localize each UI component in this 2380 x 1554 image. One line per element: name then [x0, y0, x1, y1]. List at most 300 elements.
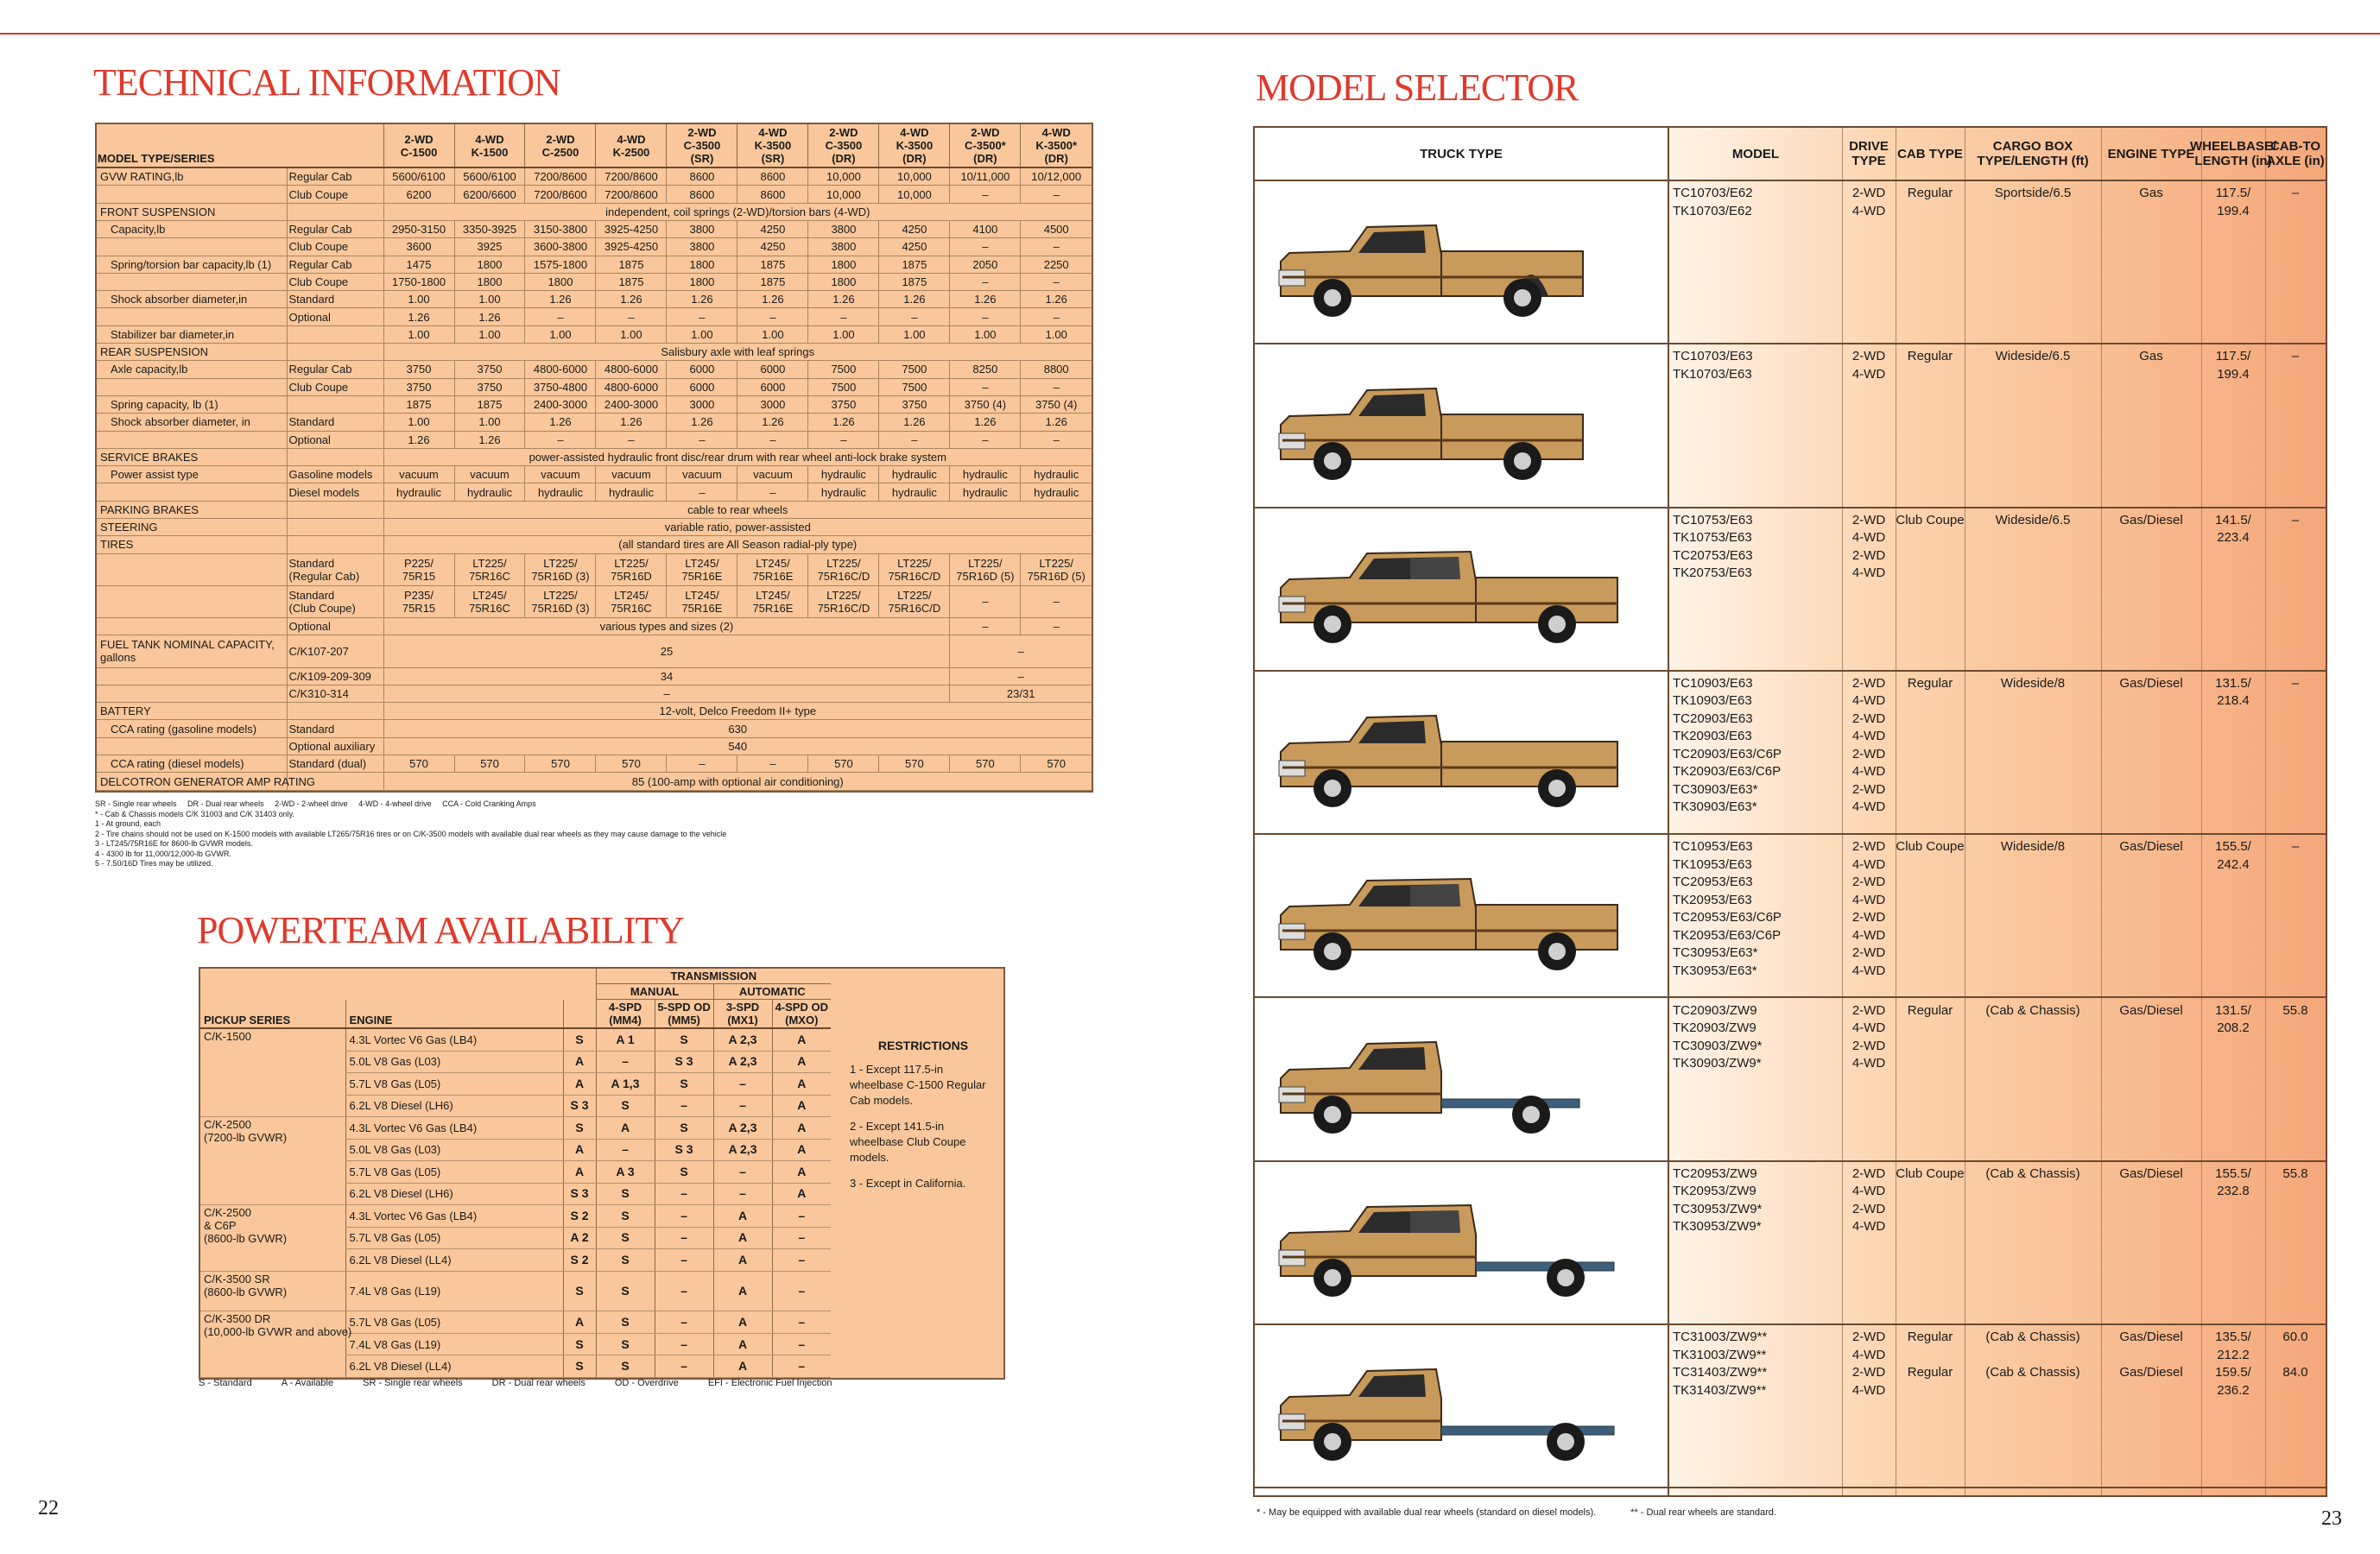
tech-cell: – [950, 238, 1021, 256]
truck-image [1272, 1018, 1635, 1139]
tech-cell: 4800-6000 [596, 361, 667, 378]
transmission-availability: S [596, 1183, 655, 1205]
tech-cell: 1800 [525, 273, 596, 290]
model-codes: TC20953/ZW9 TK20953/ZW9 TC30953/ZW9* TK30953/ZW9* [1673, 1166, 1763, 1235]
model-codes: TC31003/ZW9** TK31003/ZW9** TC31403/ZW9** TK31403/ZW9** [1673, 1330, 1768, 1398]
tech-col-header: 2-WD C-2500 [525, 124, 596, 167]
tech-cell: hydraulic [1021, 466, 1092, 483]
row-sublabel: Regular Cab [287, 220, 383, 237]
transmission-availability: – [655, 1183, 713, 1205]
tech-cell: – [737, 483, 808, 501]
tech-cell: 1800 [808, 273, 879, 290]
transmission-availability: S [596, 1227, 655, 1249]
cab-type: Club Coupe [1896, 839, 1965, 855]
tech-row [97, 703, 1092, 720]
cab-to-axle: – [2291, 839, 2300, 855]
transmission-availability: S [596, 1095, 655, 1117]
row-sublabel [287, 519, 383, 536]
tech-row [97, 220, 1092, 237]
model-row [1255, 1160, 2326, 1325]
tech-cell: 6000 [667, 361, 737, 378]
truck-image [1272, 1181, 1635, 1302]
tech-cell: vacuum [454, 466, 525, 483]
tech-cell: 1.00 [454, 325, 525, 343]
tech-cell: 4250 [879, 220, 950, 237]
tech-span-cell: Salisbury axle with leaf springs [383, 344, 1092, 361]
tech-cell: 3750 (4) [950, 395, 1021, 413]
row-sublabel: Regular Cab [287, 256, 383, 273]
model-selector-title: MODEL SELECTOR [1256, 66, 1579, 109]
transmission-availability: A 2,3 [713, 1028, 772, 1051]
tech-cell: 1800 [454, 256, 525, 273]
tech-cell: 3925 [454, 238, 525, 256]
legend-item: SR - Single rear wheels [363, 1378, 463, 1388]
transmission-availability: – [713, 1183, 772, 1205]
tech-cell: 1.26 [596, 291, 667, 308]
tech-row [97, 501, 1092, 518]
cab-to-axle-header: CAB-TO AXLE (in) [2265, 128, 2326, 181]
row-label: Spring/torsion bar capacity,lb (1) [97, 256, 287, 273]
transmission-availability: A [772, 1117, 831, 1140]
cargo-box: (Cab & Chassis) [1985, 1002, 2080, 1018]
engine-name: 4.3L Vortec V6 Gas (LB4) [345, 1117, 563, 1140]
tech-cell: 6000 [737, 361, 808, 378]
engine-type: Gas [2139, 349, 2163, 364]
transmission-availability: A [713, 1249, 772, 1272]
transmission-availability: S [596, 1205, 655, 1228]
row-sublabel: Club Coupe [287, 378, 383, 395]
transmission-availability: – [772, 1271, 831, 1311]
pickup-series: C/K-3500 DR (10,000-lb GVWR and above) [200, 1311, 345, 1378]
technical-notes [95, 799, 959, 869]
legend-item: EFI - Electronic Fuel Injection [707, 1378, 832, 1388]
truck-image [1272, 201, 1635, 322]
tech-cell: 3600-3800 [525, 238, 596, 256]
transmission-availability: S [655, 1161, 713, 1184]
tech-cell: 3800 [667, 238, 737, 256]
efi-availability: A [563, 1139, 596, 1161]
efi-availability: A [563, 1051, 596, 1073]
efi-availability: S 2 [563, 1205, 596, 1228]
transmission-availability: S 3 [655, 1051, 713, 1073]
engine-type: Gas/Diesel [2119, 839, 2183, 855]
engine-name: 5.0L V8 Gas (L03) [345, 1139, 563, 1161]
tech-row [97, 685, 1092, 702]
transmission-availability: A [596, 1117, 655, 1140]
tech-cell: 1.00 [383, 414, 454, 431]
tech-cell: 3600 [383, 238, 454, 256]
tech-cell: LT225/ 75R16D (5) [950, 553, 1021, 585]
tech-cell: 2050 [950, 256, 1021, 273]
tech-cell: 7200/8600 [525, 167, 596, 186]
model-row [1255, 507, 2326, 672]
tech-cell: 1.00 [525, 325, 596, 343]
tech-cell: hydraulic [525, 483, 596, 501]
tech-cell: 10,000 [879, 186, 950, 203]
tech-row [97, 466, 1092, 483]
transmission-header: TRANSMISSION [596, 969, 831, 984]
transmission-availability: S [596, 1355, 655, 1378]
note-line: 1 - At ground, each [95, 819, 161, 828]
transmission-availability: S [655, 1028, 713, 1051]
tech-cell: – [950, 273, 1021, 290]
tech-cell: LT245/ 75R16C [454, 585, 525, 617]
efi-availability: S [563, 1028, 596, 1051]
tech-cell: – [1021, 378, 1092, 395]
model-header: MODEL [1669, 128, 1842, 181]
tech-row [97, 483, 1092, 501]
transmission-availability: A 2,3 [713, 1139, 772, 1161]
tech-col-header: 2-WD C-1500 [383, 124, 454, 167]
tech-cell: – [737, 755, 808, 773]
engine-name: 5.7L V8 Gas (L05) [345, 1073, 563, 1096]
tech-cell: 1.26 [808, 291, 879, 308]
row-sublabel: Club Coupe [287, 238, 383, 256]
row-label: FRONT SUSPENSION [97, 203, 287, 220]
tech-row [97, 755, 1092, 773]
tech-row [97, 773, 1092, 791]
row-label: FUEL TANK NOMINAL CAPACITY, gallons [97, 635, 287, 667]
row-sublabel: Optional [287, 431, 383, 448]
tech-cell: – [667, 483, 737, 501]
transmission-availability: – [772, 1355, 831, 1378]
tech-span-cell: variable ratio, power-assisted [383, 519, 1092, 536]
engine-name: 6.2L V8 Diesel (LH6) [345, 1095, 563, 1117]
restriction-item: 2 - Except 141.5-in wheelbase Club Coupe models. [850, 1120, 966, 1164]
tech-cell: – [525, 431, 596, 448]
automatic-header: AUTOMATIC [713, 984, 831, 1000]
efi-availability: S 3 [563, 1183, 596, 1205]
tech-cell: 7200/8600 [525, 186, 596, 203]
tech-cell: 4250 [879, 238, 950, 256]
tech-cell: hydraulic [879, 466, 950, 483]
efi-availability: S [563, 1117, 596, 1140]
wheelbase-length: 131.5/ 208.2 [2215, 1002, 2251, 1035]
tech-cell: 1.26 [737, 291, 808, 308]
row-label: PARKING BRAKES [97, 501, 287, 518]
tech-cell: 6200 [383, 186, 454, 203]
tech-cell: – [1021, 238, 1092, 256]
drive-type: 2-WD 4-WD [1851, 186, 1886, 218]
tech-cell: 1.26 [950, 291, 1021, 308]
wheelbase-length: 155.5/ 232.8 [2215, 1166, 2251, 1199]
tech-cell: 1.26 [879, 414, 950, 431]
engine-name: 5.0L V8 Gas (L03) [345, 1051, 563, 1073]
engine-name: 6.2L V8 Diesel (LH6) [345, 1183, 563, 1205]
tech-cell: 1750-1800 [383, 273, 454, 290]
row-label [97, 273, 287, 290]
tech-cell: 6200/6600 [454, 186, 525, 203]
tech-cell: 4100 [950, 220, 1021, 237]
tech-cell: 1.00 [1021, 325, 1092, 343]
transmission-availability: A [772, 1051, 831, 1073]
tech-cell: hydraulic [950, 466, 1021, 483]
tech-cell: – [1021, 585, 1092, 617]
model-row [1255, 180, 2326, 344]
tech-cell: 570 [383, 755, 454, 773]
tech-cell: 1800 [667, 273, 737, 290]
tech-cell: vacuum [525, 466, 596, 483]
tech-cell: – [879, 431, 950, 448]
tech-cell: 3800 [808, 220, 879, 237]
cab-to-axle: 60.0 84.0 [2282, 1330, 2308, 1380]
truck-image [1272, 855, 1635, 976]
tech-span-cell: 25 [383, 635, 950, 667]
model-row [1255, 670, 2326, 835]
engine-type-header: ENGINE TYPE [2101, 128, 2201, 181]
transmission-availability: – [772, 1333, 831, 1355]
transmission-availability: – [713, 1161, 772, 1184]
row-label [97, 308, 287, 325]
drive-type: 2-WD 4-WD 2-WD 4-WD [1851, 512, 1886, 581]
row-sublabel: Standard [287, 720, 383, 737]
tech-cell: 10,000 [808, 186, 879, 203]
tech-cell: – [950, 618, 1021, 635]
transmission-availability: – [772, 1249, 831, 1272]
tech-cell: – [1021, 308, 1092, 325]
tech-cell: – [950, 378, 1021, 395]
efi-availability: S 2 [563, 1249, 596, 1272]
tech-span-cell: 12-volt, Delco Freedom II+ type [383, 703, 1092, 720]
engine-name: 5.7L V8 Gas (L05) [345, 1227, 563, 1249]
engine-name: 4.3L Vortec V6 Gas (LB4) [345, 1205, 563, 1228]
technical-table [95, 123, 1093, 793]
row-sublabel: C/K107-207 [287, 635, 383, 667]
cab-type: Regular [1907, 349, 1953, 364]
row-sublabel [287, 395, 383, 413]
pickup-series-header: PICKUP SERIES [204, 1014, 291, 1027]
row-label: STEERING [97, 519, 287, 536]
transmission-availability: – [772, 1205, 831, 1228]
model-selector-table [1253, 126, 2327, 1497]
tech-cell: 1.00 [383, 291, 454, 308]
tech-cell: 8600 [667, 186, 737, 203]
tech-cell: 1.00 [454, 414, 525, 431]
pickup-series: C/K-2500 & C6P (8600-lb GVWR) [200, 1205, 345, 1272]
transmission-availability: A [713, 1271, 772, 1311]
row-sublabel: Club Coupe [287, 273, 383, 290]
truck-type-header: TRUCK TYPE [1255, 128, 1668, 181]
row-sublabel: Optional auxiliary [287, 737, 383, 755]
cargo-box: Wideside/8 [2000, 675, 2066, 691]
tech-cell: 7200/8600 [596, 167, 667, 186]
row-sublabel: Regular Cab [287, 361, 383, 378]
tech-cell: 570 [525, 755, 596, 773]
powerteam-row [200, 1271, 831, 1311]
pickup-series: C/K-3500 SR (8600-lb GVWR) [200, 1271, 345, 1311]
tech-cell: 1.00 [879, 325, 950, 343]
wheelbase-length: 117.5/ 199.4 [2215, 186, 2251, 218]
tech-cell: 4250 [737, 220, 808, 237]
row-label: Axle capacity,lb [97, 361, 287, 378]
tech-row [97, 291, 1092, 308]
row-label: SERVICE BRAKES [97, 448, 287, 465]
transmission-col-header: 4-SPD OD (MXO) [772, 1000, 831, 1029]
tech-cell: 1875 [596, 273, 667, 290]
tech-cell: LT245/ 75R16E [737, 553, 808, 585]
note-line: SR - Single rear wheels DR - Dual rear wheels 2-WD - 2-wheel drive 4-WD - 4-wheel drive CCA - Cold Cranking Amps [95, 799, 536, 808]
powerteam-row [200, 1028, 831, 1051]
model-codes: TC10953/E63 TK10953/E63 TC20953/E63 TK20953/E63 TC20953/E63/C6P TK20953/E63/C6P TC30953/E63* TK30953/E63* [1673, 839, 1782, 978]
tech-col-header: 2-WD C-3500 (SR) [667, 124, 737, 167]
tech-row [97, 414, 1092, 431]
tech-cell: 3750 [383, 361, 454, 378]
tech-cell: 1.26 [1021, 414, 1092, 431]
powerteam-legend [199, 1378, 862, 1388]
cargo-box: Wideside/8 [2000, 839, 2066, 855]
transmission-availability: A [772, 1183, 831, 1205]
tech-cell: LT225/ 75R16D (5) [1021, 553, 1092, 585]
tech-cell: 8600 [737, 167, 808, 186]
transmission-availability: – [713, 1095, 772, 1117]
tech-row [97, 325, 1092, 343]
cab-type: Club Coupe [1896, 1166, 1965, 1181]
tech-cell: 4250 [737, 238, 808, 256]
tech-cell: P225/ 75R15 [383, 553, 454, 585]
tech-cell: hydraulic [808, 483, 879, 501]
truck-image [1272, 692, 1635, 812]
row-sublabel [287, 448, 383, 465]
tech-cell: – [950, 186, 1021, 203]
row-label: Stabilizer bar diameter,in [97, 325, 287, 343]
truck-image [1272, 527, 1635, 648]
drive-type: 2-WD 4-WD 2-WD 4-WD 2-WD 4-WD 2-WD 4-WD [1851, 675, 1886, 815]
tech-cell: 2250 [1021, 256, 1092, 273]
powerteam-row [200, 1117, 831, 1140]
engine-name: 6.2L V8 Diesel (LL4) [345, 1355, 563, 1378]
note-line: * - Cab & Chassis models C/K 31003 and C/K 31403 only. [95, 809, 294, 818]
tech-cell: 8800 [1021, 361, 1092, 378]
tech-col-header: 4-WD K-3500 (DR) [879, 124, 950, 167]
tech-row [97, 618, 1092, 635]
model-codes: TC10903/E63 TK10903/E63 TC20903/E63 TK20903/E63 TC20903/E63/C6P TK20903/E63/C6P TC30903/E63* TK30903/E63* [1673, 675, 1782, 815]
tech-cell: 1.26 [454, 308, 525, 325]
row-label [97, 186, 287, 203]
transmission-availability: – [655, 1271, 713, 1311]
tech-cell: 1.00 [737, 325, 808, 343]
tech-cell: 1.00 [596, 325, 667, 343]
wheelbase-length: 117.5/ 199.4 [2215, 349, 2251, 382]
tech-col-header: 2-WD C-3500 (DR) [808, 124, 879, 167]
tech-row [97, 395, 1092, 413]
cab-type: Regular [1907, 675, 1953, 691]
tech-cell: 10/11,000 [950, 167, 1021, 186]
tech-cell: – [737, 431, 808, 448]
note-line: 3 - LT245/75R16E for 8600-lb GVWR models. [95, 839, 253, 848]
model-row [1255, 997, 2326, 1162]
row-label: DELCOTRON GENERATOR AMP RATING [97, 773, 287, 791]
tech-row [97, 519, 1092, 536]
note-line: 5 - 7.50/16D Tires may be utilized. [95, 859, 213, 868]
transmission-availability: – [655, 1355, 713, 1378]
transmission-availability: A [772, 1073, 831, 1096]
transmission-availability: S [596, 1249, 655, 1272]
tech-cell: – [808, 431, 879, 448]
tech-cell: LT225/ 75R16D (3) [525, 585, 596, 617]
powerteam-row [200, 1311, 831, 1334]
row-sublabel: Standard [287, 414, 383, 431]
cargo-box-header: CARGO BOX TYPE/LENGTH (ft) [1965, 128, 2101, 181]
wheelbase-header: WHEELBASE/ LENGTH (in) [2201, 128, 2265, 181]
restriction-item: 3 - Except in California. [850, 1177, 966, 1190]
transmission-availability: A 1 [596, 1028, 655, 1051]
transmission-availability: – [772, 1227, 831, 1249]
tech-cell: 10,000 [879, 167, 950, 186]
tech-title: TECHNICAL INFORMATION [93, 61, 560, 104]
tech-cell: – [737, 308, 808, 325]
tech-row [97, 431, 1092, 448]
tech-span-cell: various types and sizes (2) [383, 618, 950, 635]
tech-cell: 570 [879, 755, 950, 773]
tech-cell: 1.26 [879, 291, 950, 308]
row-sublabel: Standard (Club Coupe) [287, 585, 383, 617]
row-label [97, 618, 287, 635]
transmission-availability: A [713, 1311, 772, 1334]
cab-type: Regular Regular [1907, 1330, 1953, 1380]
tech-cell: – [525, 308, 596, 325]
cab-to-axle: – [2291, 186, 2300, 200]
tech-row [97, 167, 1092, 186]
tech-cell: 1800 [454, 273, 525, 290]
tech-row [97, 720, 1092, 737]
tech-cell: 3000 [737, 395, 808, 413]
engine-type: Gas/Diesel [2119, 1002, 2183, 1018]
tech-cell: 7500 [808, 361, 879, 378]
tech-cell: 10,000 [808, 167, 879, 186]
tech-cell: LT225/ 75R16C/D [879, 553, 950, 585]
selector-footnotes [1256, 1507, 1811, 1518]
tech-cell: 1875 [737, 256, 808, 273]
engine-name: 7.4L V8 Gas (L19) [345, 1271, 563, 1311]
tech-row [97, 553, 1092, 585]
tech-row [97, 273, 1092, 290]
cab-to-axle: – [2291, 512, 2300, 527]
tech-cell: 2950-3150 [383, 220, 454, 237]
tech-cell: 1.26 [950, 414, 1021, 431]
tech-cell: LT225/ 75R16D [596, 553, 667, 585]
tech-cell: 1.00 [454, 291, 525, 308]
row-label [97, 483, 287, 501]
wheelbase-length: 135.5/ 212.2 159.5/ 236.2 [2215, 1330, 2251, 1398]
cargo-box: Wideside/6.5 [1995, 512, 2071, 527]
tech-span-cell: – [383, 685, 950, 702]
tech-cell: 4800-6000 [525, 361, 596, 378]
transmission-availability: S [596, 1271, 655, 1311]
tech-cell: 8250 [950, 361, 1021, 378]
tech-cell: LT245/ 75R16E [737, 585, 808, 617]
tech-cell: – [667, 431, 737, 448]
top-rule-right [1190, 33, 2380, 35]
tech-cell: 1.26 [667, 291, 737, 308]
tech-span-cell: (all standard tires are All Season radial-ply type) [383, 536, 1092, 553]
tech-col-header: 4-WD K-3500* (DR) [1021, 124, 1092, 167]
tech-cell: 1875 [737, 273, 808, 290]
row-sublabel [287, 325, 383, 343]
tech-cell: 3750 [808, 395, 879, 413]
efi-availability: A [563, 1073, 596, 1096]
tech-cell: 3750-4800 [525, 378, 596, 395]
tech-cell: vacuum [667, 466, 737, 483]
tech-cell: LT245/ 75R16E [667, 585, 737, 617]
transmission-availability: – [772, 1311, 831, 1334]
row-sublabel [287, 536, 383, 553]
tech-cell: 1800 [667, 256, 737, 273]
wheelbase-length: 131.5/ 218.4 [2215, 675, 2251, 709]
model-codes: TC10753/E63 TK10753/E63 TC20753/E63 TK20753/E63 [1673, 512, 1753, 581]
engine-header: ENGINE [345, 1000, 563, 1029]
row-sublabel: C/K310-314 [287, 685, 383, 702]
tech-row [97, 667, 1092, 685]
